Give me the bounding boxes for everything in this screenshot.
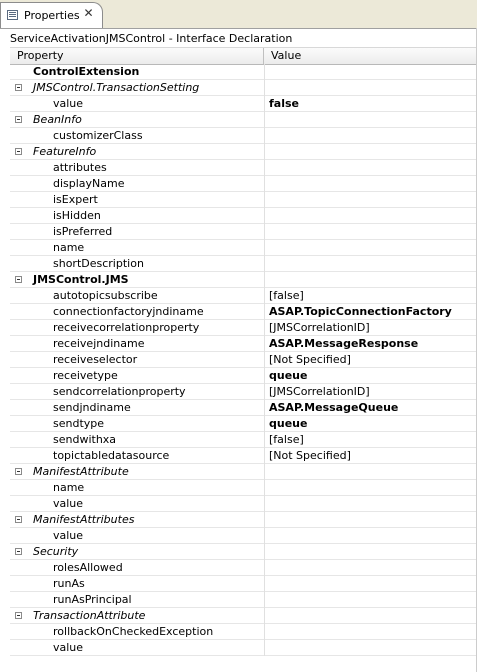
cell-divider [264, 512, 265, 528]
cell-divider [264, 256, 265, 272]
cell-divider [264, 352, 265, 368]
property-row[interactable] [10, 576, 477, 592]
cell-divider [264, 176, 265, 192]
property-row[interactable] [10, 480, 477, 496]
column-header-value[interactable]: Value [271, 49, 302, 62]
category-label: ManifestAttribute [33, 465, 129, 478]
category-label: Security [33, 545, 79, 558]
property-value[interactable]: [JMSCorrelationID] [269, 321, 370, 334]
cell-divider [264, 128, 265, 144]
cell-divider [264, 336, 265, 352]
cell-divider [264, 192, 265, 208]
column-header-property[interactable]: Property [17, 49, 64, 62]
property-name: value [53, 529, 84, 542]
cell-divider [264, 368, 265, 384]
property-row[interactable] [10, 256, 477, 272]
collapse-toggle-icon[interactable] [15, 148, 22, 155]
cell-divider [264, 144, 265, 160]
cell-divider [264, 224, 265, 240]
property-name: value [53, 97, 84, 110]
property-name: autotopicsubscribe [53, 289, 158, 302]
property-value[interactable]: [JMSCorrelationID] [269, 385, 370, 398]
property-name: runAsPrincipal [53, 593, 132, 606]
property-category-row[interactable] [10, 272, 477, 288]
property-table [10, 64, 477, 672]
property-name: displayName [53, 177, 125, 190]
cell-divider [264, 288, 265, 304]
property-row[interactable] [10, 304, 477, 320]
property-row[interactable] [10, 160, 477, 176]
view-tab-bar [0, 0, 477, 29]
property-category-row[interactable] [10, 112, 477, 128]
property-category-row[interactable] [10, 608, 477, 624]
property-name: receiveselector [53, 353, 138, 366]
property-name: value [53, 641, 84, 654]
property-category-row[interactable] [10, 464, 477, 480]
property-row[interactable] [10, 448, 477, 464]
property-value[interactable]: [false] [269, 433, 304, 446]
property-name: connectionfactoryjndiname [53, 305, 204, 318]
property-row[interactable] [10, 384, 477, 400]
category-label: JMSControl.JMS [33, 273, 129, 286]
view-subtitle: ServiceActivationJMSControl - Interface Declaration [10, 32, 293, 45]
cell-divider [264, 320, 265, 336]
property-name: shortDescription [53, 257, 144, 270]
close-icon[interactable]: ✕ [83, 6, 94, 20]
property-name: isHidden [53, 209, 101, 222]
property-row[interactable] [10, 496, 477, 512]
property-row[interactable] [10, 352, 477, 368]
property-value[interactable]: queue [269, 417, 308, 430]
cell-divider [264, 544, 265, 560]
category-label: FeatureInfo [33, 145, 97, 158]
collapse-toggle-icon[interactable] [15, 116, 22, 123]
property-value[interactable]: queue [269, 369, 308, 382]
cell-divider [264, 480, 265, 496]
cell-divider [264, 448, 265, 464]
category-label: TransactionAttribute [33, 609, 146, 622]
property-name: sendwithxa [53, 433, 117, 446]
property-name: attributes [53, 161, 107, 174]
tab-properties[interactable] [0, 2, 103, 28]
table-header [10, 47, 477, 65]
cell-divider [264, 640, 265, 656]
cell-divider [264, 80, 265, 96]
cell-divider [264, 624, 265, 640]
collapse-toggle-icon[interactable] [15, 612, 22, 619]
category-label: BeanInfo [33, 113, 82, 126]
property-name: rolesAllowed [53, 561, 123, 574]
cell-divider [264, 560, 265, 576]
property-name: rollbackOnCheckedException [53, 625, 214, 638]
cell-divider [264, 64, 265, 80]
property-category-row[interactable] [10, 144, 477, 160]
property-name: receivetype [53, 369, 118, 382]
property-row[interactable] [10, 368, 477, 384]
property-category-row[interactable] [10, 544, 477, 560]
property-name: runAs [53, 577, 85, 590]
property-row[interactable] [10, 640, 477, 656]
property-value[interactable]: ASAP.MessageQueue [269, 401, 399, 414]
category-label: JMSControl.TransactionSetting [33, 81, 200, 94]
property-row[interactable] [10, 432, 477, 448]
property-row[interactable] [10, 416, 477, 432]
column-divider[interactable] [263, 48, 264, 64]
property-name: name [53, 241, 85, 254]
category-label: ManifestAttributes [33, 513, 135, 526]
cell-divider [264, 208, 265, 224]
cell-divider [264, 592, 265, 608]
property-row[interactable] [10, 240, 477, 256]
cell-divider [264, 496, 265, 512]
collapse-toggle-icon[interactable] [15, 516, 22, 523]
property-name: receivecorrelationproperty [53, 321, 200, 334]
cell-divider [264, 400, 265, 416]
property-category-row[interactable] [10, 80, 477, 96]
property-row[interactable] [10, 224, 477, 240]
property-value[interactable]: [Not Specified] [269, 353, 351, 366]
property-value[interactable]: [false] [269, 289, 304, 302]
property-name: name [53, 481, 85, 494]
cell-divider [264, 304, 265, 320]
tab-properties-label: Properties [24, 9, 80, 22]
cell-divider [264, 576, 265, 592]
property-name: sendtype [53, 417, 105, 430]
property-row[interactable] [10, 176, 477, 192]
cell-divider [264, 112, 265, 128]
property-name: topictabledatasource [53, 449, 170, 462]
cell-divider [264, 432, 265, 448]
cell-divider [264, 96, 265, 112]
property-row[interactable] [10, 400, 477, 416]
cell-divider [264, 464, 265, 480]
property-value[interactable]: ASAP.MessageResponse [269, 337, 419, 350]
property-value[interactable]: false [269, 97, 299, 110]
cell-divider [264, 384, 265, 400]
property-row[interactable] [10, 128, 477, 144]
property-name: sendjndiname [53, 401, 131, 414]
property-row[interactable] [10, 560, 477, 576]
cell-divider [264, 272, 265, 288]
property-row[interactable] [10, 192, 477, 208]
collapse-toggle-icon[interactable] [15, 468, 22, 475]
cell-divider [264, 608, 265, 624]
category-label: ControlExtension [33, 65, 140, 78]
cell-divider [264, 416, 265, 432]
property-row[interactable] [10, 528, 477, 544]
property-row[interactable] [10, 288, 477, 304]
property-row[interactable] [10, 320, 477, 336]
property-name: isExpert [53, 193, 98, 206]
property-row[interactable] [10, 624, 477, 640]
property-row[interactable] [10, 208, 477, 224]
collapse-toggle-icon[interactable] [15, 276, 22, 283]
property-value[interactable]: [Not Specified] [269, 449, 351, 462]
property-row[interactable] [10, 96, 477, 112]
property-value[interactable]: ASAP.TopicConnectionFactory [269, 305, 452, 318]
property-name: isPreferred [53, 225, 113, 238]
property-name: sendcorrelationproperty [53, 385, 186, 398]
cell-divider [264, 240, 265, 256]
property-category-row[interactable] [10, 64, 477, 80]
collapse-toggle-icon[interactable] [15, 84, 22, 91]
property-name: value [53, 497, 84, 510]
property-row[interactable] [10, 336, 477, 352]
cell-divider [264, 528, 265, 544]
property-name: receivejndiname [53, 337, 145, 350]
collapse-toggle-icon[interactable] [15, 548, 22, 555]
properties-icon [7, 10, 18, 20]
property-name: customizerClass [53, 129, 143, 142]
cell-divider [264, 160, 265, 176]
property-row[interactable] [10, 592, 477, 608]
property-category-row[interactable] [10, 512, 477, 528]
